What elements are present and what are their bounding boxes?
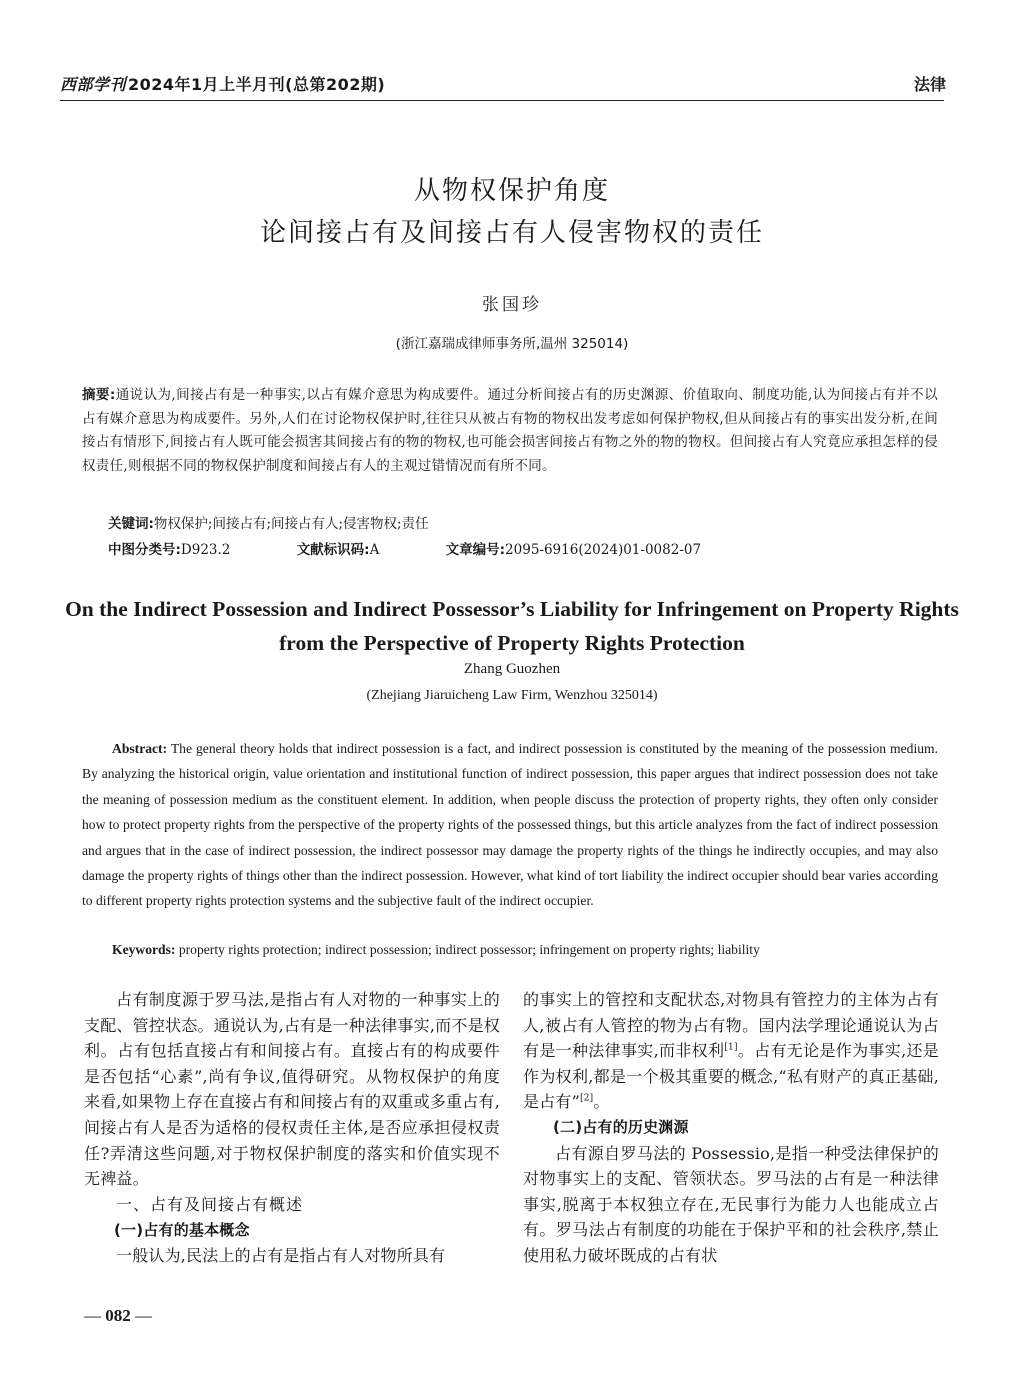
abstract-cn-label: 摘要: [82,387,116,403]
abstract-cn [82,384,938,478]
abstract-en [82,736,938,914]
author: 张国珍 [482,295,542,315]
doc-label: 文献标识码: [296,542,370,558]
doc-value: A [369,542,380,558]
issue-info: 2024年1月上半月刊(总第202期) [128,75,386,94]
subsection-heading: (一)占有的基本概念 [114,1220,250,1239]
abstract-cn-text: 通说认为,间接占有是一种事实,以占有媒介意思为构成要件。通过分析间接占有的历史渊源、价值取向、制度功能,认为间接占有并不以占有媒介意思为构成要件。另外,人们在讨论物权保护时,往往只从被占有物的物权出发考虑如何保护物权,但从间接占有的事实出发分析,在间接占有情形下,间接占有人既可能会损害其间接占有的物的物权,也可能会损害间接占有物之外的物的物权。但间接占有人究竟应承担怎样的侵权责任,则根据不同的物权保护制度和间接占有人的主观过错情况而有所不同。 [82,387,938,474]
affiliation: (浙江嘉瑞成律师事务所,温州 325014) [395,336,629,352]
keywords-cn-label: 关键词: [108,516,154,532]
abstract-en-text: The general theory holds that indirect possession is a fact, and indirect possession is constituted by the meaning of the possession medium. By analyzing the historical origin, value orientation and institutional function of indirect possession, this paper argues that indirect possession does not take the meaning of possession medium as the constituent element. In addition, when people discuss the protection of property rights, they often only consider how to protect property rights from the perspective of the property rights of the possessed things, but this article analyzes from the fact of indirect possession and argues that in the case of indirect possession, the indirect possessor may damage the property rights of the things he indirectly occupies, and may also damage the property rights of things other than the indirect possession. However, what kind of tort liability the indirect occupier should bear varies according to different property rights protection systems and the subjective fault of the indirect occupier. [82,741,939,909]
page-number: — 082 — [84,1306,152,1325]
article-label: 文章编号: [445,542,506,558]
english-title: On the Indirect Possession and Indirect Possessor’s Liability for Infringement on Property Rights from the Perspective of Property Rights Protection [65,597,959,655]
title-line-1: 从物权保护角度 [413,176,610,206]
clc-value: D923.2 [180,542,231,558]
keywords-cn-text: 物权保护;间接占有;间接占有人;侵害物权;责任 [153,516,429,532]
citation-ref[interactable]: [2] [579,1094,594,1105]
body-paragraph: 占有制度源于罗马法,是指占有人对物的一种事实上的支配、管控状态。通说认为,占有是一种法律事实,而不是权利。占有包括直接占有和间接占有。直接占有的构成要件是否包括“心素”,尚有争议,值得研究。从物权保护的角度来看,如果物上存在直接占有和间接占有的双重或多重占有,间接占有人是否为适格的侵权责任主体,是否应承担侵权责任?弄清这些问题,对于物权保护制度的落实和价值实现不无裨益。 [84,990,500,1189]
keywords-en [112,938,938,962]
running-header [60,70,944,100]
article-meta [108,539,938,562]
journal-issue [60,72,385,95]
body-paragraph-continued [523,987,939,1115]
header-divider [60,100,944,101]
clc-number [108,542,230,558]
article-number [446,542,701,558]
keywords-en-text: property rights protection; indirect possession; indirect possessor; infringement on property rights; liability [178,942,760,957]
subsection-heading: (二)占有的历史渊源 [553,1117,689,1136]
section-name: 法律 [913,75,946,94]
body-text: 。 [593,1092,610,1112]
doc-code [297,542,380,558]
citation-ref[interactable]: [1] [724,1042,738,1053]
page-number-value: 082 [105,1306,131,1325]
title-line-2: 论间接占有及间接占有人侵害物权的责任 [259,218,764,248]
english-affiliation: (Zhejiang Jiaruicheng Law Firm, Wenzhou 325014) [366,688,658,703]
keywords-en-label: Keywords: [112,942,176,957]
body-text: 。占有无论是作为事实,还是作为权利,都是一个极其重要的概念,“私有财产的真正基础,是占有” [523,1041,940,1112]
keywords-cn [108,513,938,536]
abstract-en-label: Abstract: [112,741,168,756]
body-column-left [84,987,500,1269]
section-heading: 一、占有及间接占有概述 [116,1194,304,1214]
journal-name: 西部学刊 [60,75,127,94]
body-text: 的事实上的管控和支配状态,对物具有管控力的主体为占有人,被占有人管控的物为占有物。国内法学理论通说认为占有是一种法律事实,而非权利 [523,990,939,1061]
body-column-right [523,987,939,1269]
body-paragraph: 一般认为,民法上的占有是指占有人对物所具有 [116,1246,446,1266]
english-author: Zhang Guozhen [463,661,561,677]
body-paragraph: 占有源自罗马法的 Possessio,是指一种受法律保护的对物事实上的支配、管领状态。罗马法的占有是一种法律事实,脱离于本权独立存在,无民事行为能力人也能成立占有。罗马法占有制度的功能在于保护平和的社会秩序,禁止使用私力破坏既成的占有状 [523,1143,939,1265]
article-value: 2095-6916(2024)01-0082-07 [505,542,702,558]
clc-label: 中图分类号: [108,542,181,558]
